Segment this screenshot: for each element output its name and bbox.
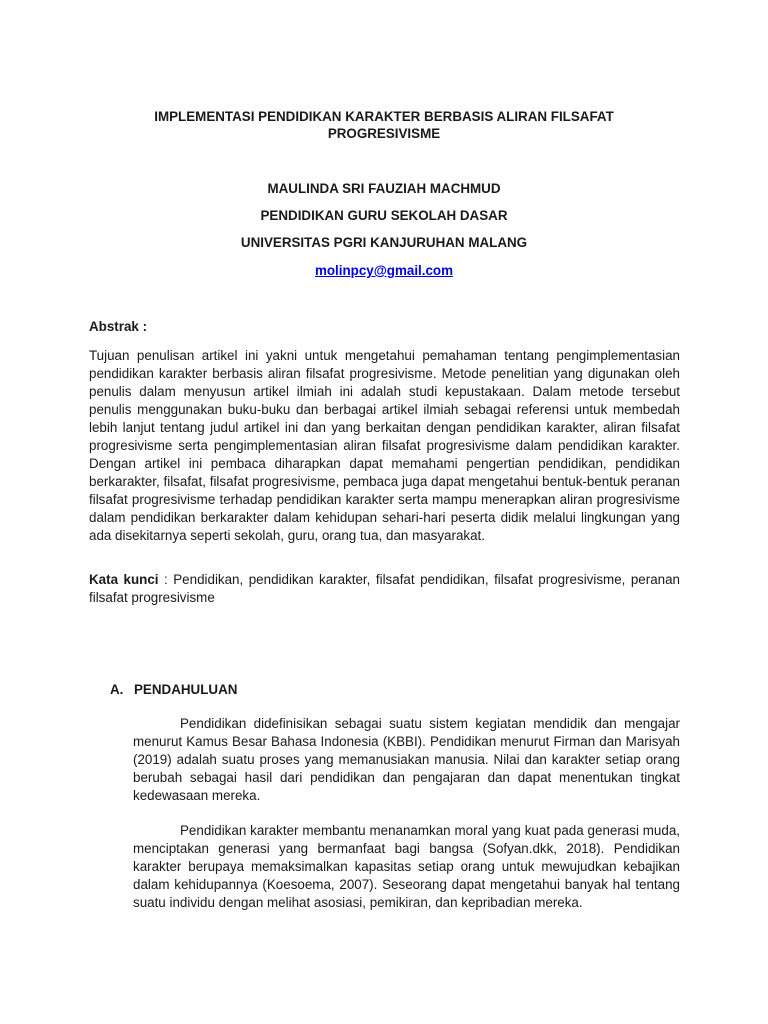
section-number: A. [110, 682, 124, 697]
email-line [88, 262, 680, 279]
keywords-text: : Pendidikan, pendidikan karakter, filsafat pendidikan, filsafat progresivisme, peranan filsafat progresivisme [89, 572, 681, 605]
abstract-heading: Abstrak : [89, 319, 148, 334]
section-heading [110, 681, 237, 698]
author-name: MAULINDA SRI FAUZIAH MACHMUD [267, 181, 501, 196]
intro-paragraph-2: Pendidikan karakter membantu menanamkan moral yang kuat pada generasi muda, menciptakan generasi yang bermanfaat bagi bangsa (Sofyan.dkk, 2018). Pendidikan karakter berupaya memaksimalkan kapasitas setiap orang untuk mewujudkan kebajikan dalam kehidupannya (Koesoema, 2007). Seseorang dapat mengetahui banyak hal tentang suatu individu dengan melihat asosiasi, pemikiran, dan kepribadian mereka. [133, 823, 680, 910]
section-title: PENDAHULUAN [134, 682, 238, 697]
university-name: UNIVERSITAS PGRI KANJURUHAN MALANG [240, 235, 528, 250]
abstract-body: Tujuan penulisan artikel ini yakni untuk mengetahui pemahaman tentang pengimplementasian pendidikan karakter berbasis aliran filsafat progresivisme. Metode penelitian yang digunakan oleh penulis dalam menyusun artikel ilmiah ini adalah studi kepustakaan. Dalam metode tersebut penulis menggunakan buku-buku dan berbagai artikel ilmiah sebagai referensi untuk membedah lebih lanjut tentang judul artikel ini dan yang berkaitan dengan pendidikan karakter, aliran filsafat progresivisme serta pengimplementasian aliran filsafat progresivisme dalam pendidikan karakter. Dengan artikel ini pembaca diharapkan dapat memahami pengertian pendidikan, pendidikan berkarakter, filsafat, filsafat progresivisme, pembaca juga dapat mengetahui bentuk-bentuk peranan filsafat progresivisme terhadap pendidikan karakter serta mampu menerapkan aliran progresivisme dalam pendidikan berkarakter dalam kehidupan sehari-hari peserta didik melalui lingkungan yang ada disekitarnya seperti sekolah, guru, orang tua, dan masyarakat. [89, 348, 680, 543]
intro-paragraph-1: Pendidikan didefinisikan sebagai suatu sistem kegiatan mendidik dan mengajar menurut Kamus Besar Bahasa Indonesia (KBBI). Pendidikan menurut Firman dan Marisyah (2019) adalah suatu proses yang memanusiakan manusia. Nilai dan karakter setiap orang berubah sebagai hasil dari pendidikan dan pengajaran dan dapat menentukan tingkat kedewasaan mereka. [133, 716, 680, 803]
keywords [89, 571, 680, 607]
email-link[interactable]: molinpcy@gmail.com [314, 263, 454, 278]
study-program: PENDIDIKAN GURU SEKOLAH DASAR [260, 208, 508, 223]
keywords-label: Kata kunci [89, 572, 159, 587]
paper-title: IMPLEMENTASI PENDIDIKAN KARAKTER BERBASIS ALIRAN FILSAFAT PROGRESIVISME [154, 109, 614, 141]
